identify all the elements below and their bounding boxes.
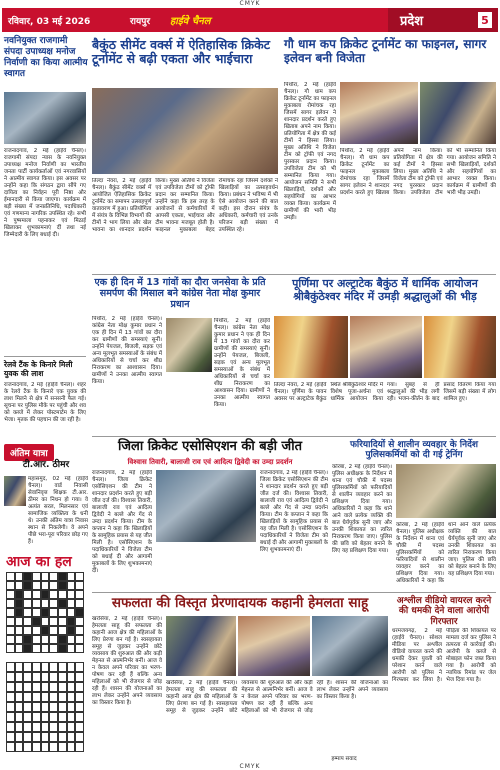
story-c-headline: एक ही दिन में 13 गांवों का दौरा जनसेवा के प्रति समर्पण की मिसाल बने कांग्रेस नेता मोक्ष कुमार प्रधान	[94, 277, 266, 310]
sudoku-cell	[58, 722, 67, 732]
section-name: प्रदेश	[400, 14, 424, 29]
sudoku-cell	[41, 682, 50, 692]
crossword-cell	[41, 608, 50, 617]
story-c-photo	[166, 318, 212, 372]
sudoku-cell	[41, 712, 50, 722]
sudoku-cell	[67, 722, 76, 732]
story-f-text: कोरबा, 2 मई (हाईवे चैनल)। पुलिस अधीक्षक के निर्देशन में थाना एवं चौकी में पदस्थ पुलिसकर्मियों को फरियादियों से शालीन व्यवहार करने का प्रशिक्षण दिया गया। अधिकारियों ने कहा कि थाने आने वाले प्रत्येक व्यक्ति की बात धैर्यपूर्वक सुनी जाए और उनकी शिकायत का त्वरित निराकरण किया जाए। पुलिस की छवि को बेहतर बनाने के लिए यह प्रशिक्षण दिया गया।	[332, 464, 392, 554]
crossword-cell	[15, 590, 24, 599]
sudoku-cell	[75, 712, 84, 722]
story-e-photo	[156, 470, 256, 542]
sudoku-cell	[23, 662, 32, 672]
crossword-cell	[58, 590, 67, 599]
crossword-cell	[41, 644, 50, 653]
sudoku-cell	[32, 662, 41, 672]
story-b-text: पिथौरा, 2 मई (हाईवे चैनल)। गौ धाम कप क्रिकेट टूर्नामेंट का फाइनल मुकाबला रोमांचक रहा जिसमें सागर इलेवन ने शानदार प्रदर्शन करते हुए खिताब अपने नाम किया। प्रतियोगिता में क्षेत्र की कई टीमों ने हिस्सा लिया। मुख्य अतिथि ने विजेता टीम को ट्रॉफी एवं नगद पुरस्कार प्रदान किया। उपविजेता टीम को भी सम्मानित किया गया। आयोजन समिति ने सभी खिलाड़ियों, दर्शकों और सहयोगियों का आभार व्यक्त किया। कार्यक्रम में ग्रामीणों की भारी भीड़ उमड़ी।	[284, 82, 336, 221]
sudoku-cell	[6, 672, 15, 682]
sudoku-cell	[67, 732, 76, 742]
sudoku-cell	[15, 712, 24, 722]
sudoku-cell	[49, 702, 58, 712]
edition-city: रायपुर	[129, 16, 151, 27]
sudoku-cell	[15, 672, 24, 682]
crossword-cell	[23, 617, 32, 626]
sudoku-cell	[49, 742, 58, 752]
crossword-cell	[23, 599, 32, 608]
issue-date: रविवार, 03 मई 2026	[8, 16, 91, 27]
sudoku-cell	[23, 732, 32, 742]
crossword-cell	[6, 572, 15, 581]
story-d-photo-1	[274, 316, 348, 378]
print-color-mark: CMYK	[239, 763, 261, 770]
sudoku-cell	[32, 732, 41, 742]
sudoku-cell	[6, 722, 15, 732]
crossword-cell	[75, 626, 84, 635]
divider	[92, 592, 496, 593]
story-g-headline: सफलता की विस्तृत प्रेरणादायक कहानी हेमलता साहू	[111, 595, 369, 611]
story-f-text-cont: कोरबा, 2 मई (हाईवे चैनल)। पुलिस अधीक्षक के निर्देशन में थाना एवं चौकी में पदस्थ पुलिसकर्मियों को फरियादियों से शालीन व्यवहार करने का प्रशिक्षण दिया गया। अधिकारियों ने कहा कि थाने आने वाले प्रत्येक व्यक्ति की बात धैर्यपूर्वक सुनी जाए और उनकी शिकायत का त्वरित निराकरण किया जाए। पुलिस की छवि को बेहतर बनाने के लिए यह प्रशिक्षण दिया गया।	[396, 522, 496, 584]
story-g-text: खरसिया, 2 मई (हाईवे चैनल)। हेमलता साहू की सफलता की कहानी आज क्षेत्र की महिलाओं के लिए प्रेरणा बन गई है। स्वसहायता समूह से जुड़कर उन्होंने छोटे व्यवसाय की शुरुआत की और कड़ी मेहनत से आत्मनिर्भर बनीं। आज वे न केवल अपने परिवार का भरण-पोषण कर रही हैं बल्कि अन्य महिलाओं को भी रोजगार से जोड़ रही हैं। शासन की योजनाओं का लाभ लेकर उन्होंने अपने व्यवसाय का विस्तार किया है।	[92, 616, 162, 706]
crossword-cell	[58, 626, 67, 635]
sudoku-cell	[6, 742, 15, 752]
sudoku-cell	[58, 672, 67, 682]
crossword-cell	[6, 581, 15, 590]
sudoku-cell	[49, 722, 58, 732]
sudoku-cell	[49, 672, 58, 682]
sudoku-cell	[58, 682, 67, 692]
story-g-credit: हम्माप संवाद	[331, 756, 357, 762]
sudoku-cell	[49, 712, 58, 722]
sudoku-cell	[49, 732, 58, 742]
crossword-cell	[49, 581, 58, 590]
sudoku-cell	[67, 682, 76, 692]
crossword-cell	[67, 644, 76, 653]
sudoku-cell	[15, 692, 24, 702]
obituary-text: महासमुंद, 02 मई (हाईवे चैनल)। वार्ड निवासी सेवानिवृत्त शिक्षक टी.आर. ठीमर का निधन हो गया। वे अत्यंत सरल, मिलनसार एवं सामाजिक व्यक्तित्व के धनी थे। उनकी अंतिम यात्रा निवास स्थान से निकलेगी। वे अपने पीछे भरा-पूरा परिवार छोड़ गए हैं।	[28, 476, 88, 545]
sudoku-cell	[67, 672, 76, 682]
story-f-headline: फरियादियों से शालीन व्यवहार के निर्देश पुलिसकर्मियों को दी गई ट्रेनिंग	[349, 440, 479, 461]
sudoku-cell	[58, 692, 67, 702]
crossword-cell	[6, 590, 15, 599]
sudoku-cell	[75, 682, 84, 692]
crossword-cell	[15, 599, 24, 608]
story1-headline: नवनियुक्त राजगामी संपदा उपाध्यक्ष मनोज निर्वाणी का किया आत्मीय स्वागत	[4, 36, 88, 79]
sudoku-cell	[67, 692, 76, 702]
crossword-cell	[15, 617, 24, 626]
story-h-text: धरमजयगढ़, 2 मई (हाईवे चैनल)। सोशल मीडिया पर अश्लील वीडियो वायरल करने की धमकी देकर युवती को परेशान करने वाले आरोपी को पुलिस ने गिरफ्तार कर लिया है। पीड़िता की शिकायत पर मामला दर्ज कर पुलिस ने तत्परता से कार्रवाई की। आरोपी के कब्जे से मोबाइल फोन जब्त किया गया है। आरोपी को न्यायिक रिमांड पर जेल भेज दिया गया है।	[392, 628, 496, 683]
sudoku-cell	[67, 712, 76, 722]
crossword-cell	[49, 590, 58, 599]
crossword-cell	[67, 572, 76, 581]
print-color-mark: CMYK	[239, 0, 261, 7]
crossword-cell	[75, 590, 84, 599]
story-g-photo-2	[238, 616, 310, 676]
crossword-cell	[6, 635, 15, 644]
story-b-text-cont: पिथौरा, 2 मई (हाईवे चैनल)। गौ धाम कप क्रिकेट टूर्नामेंट का फाइनल मुकाबला रोमांचक रहा जिसमें सागर इलेवन ने शानदार प्रदर्शन करते हुए खिताब अपने नाम किया। प्रतियोगिता में क्षेत्र की कई टीमों ने हिस्सा लिया। मुख्य अतिथि ने विजेता टीम को ट्रॉफी एवं नगद पुरस्कार प्रदान किया। उपविजेता टीम को भी सम्मानित किया गया। आयोजन समिति ने सभी खिलाड़ियों, दर्शकों और सहयोगियों का आभार व्यक्त किया। कार्यक्रम में ग्रामीणों की भारी भीड़ उमड़ी।	[340, 148, 496, 196]
sudoku-cell	[15, 682, 24, 692]
story-g-text-cont: खरसिया, 2 मई (हाईवे चैनल)। हेमलता साहू की सफलता की कहानी आज क्षेत्र की महिलाओं के लिए प्रेरणा बन गई है। स्वसहायता समूह से जुड़कर उन्होंने छोटे व्यवसाय की शुरुआत की और कड़ी मेहनत से आत्मनिर्भर बनीं। आज वे न केवल अपने परिवार का भरण-पोषण कर रही हैं बल्कि अन्य महिलाओं को भी रोजगार से जोड़ रही हैं। शासन की योजनाओं का लाभ लेकर उन्होंने अपने व्यवसाय का विस्तार किया है।	[166, 680, 388, 714]
sudoku-cell	[32, 692, 41, 702]
sudoku-cell	[58, 712, 67, 722]
masthead	[2, 8, 498, 32]
crossword-cell	[41, 599, 50, 608]
story-c-text: पिथौरा, 2 मई (हाईवे चैनल)। कांग्रेस नेता मोक्ष कुमार प्रधान ने एक ही दिन में 13 गांवों का दौरा कर ग्रामीणों की समस्याएं सुनीं। उन्होंने पेयजल, बिजली, सड़क एवं अन्य मूलभूत समस्याओं के संबंध में अधिकारियों से चर्चा कर शीघ्र निराकरण का आश्वासन दिया। ग्रामीणों ने उनका आत्मीय स्वागत किया।	[92, 316, 162, 385]
story-e-text-cont: राजनांदगांव, 2 मई (हाईवे चैनल)। जिला क्रिकेट एसोसिएशन की टीम ने शानदार प्रदर्शन करते हुए बड़ी जीत दर्ज की। विश्वास तिवारी, बालाजी राव एवं आदित्य द्विवेदी ने बल्ले और गेंद से उम्दा प्रदर्शन किया। टीम के कप्तान ने कहा कि खिलाड़ियों के सामूहिक प्रयास से यह जीत मिली है। एसोसिएशन के पदाधिकारियों ने विजेता टीम को बधाई दी और आगामी मुकाबलों के लिए शुभकामनाएं दीं।	[260, 470, 328, 553]
crossword-cell	[67, 626, 76, 635]
crossword-cell	[23, 581, 32, 590]
sudoku-cell	[32, 712, 41, 722]
story1-text: राजनांदगांव, 2 मई (हाईवे चैनल)। राजगामी संपदा न्यास के नवनियुक्त उपाध्यक्ष मनोज निर्वाणी का भारतीय जनता पार्टी कार्यकर्ताओं एवं नगरवासियों ने आत्मीय स्वागत किया। इस अवसर पर उन्होंने कहा कि संगठन द्वारा सौंपे गए दायित्व का निर्वहन पूरी निष्ठा और ईमानदारी से किया जाएगा। कार्यक्रम में बड़ी संख्या में जनप्रतिनिधि, पदाधिकारी एवं गणमान्य नागरिक उपस्थित रहे। सभी ने पुष्पमाला पहनाकर एवं मिठाई खिलाकर शुभकामनाएं दीं तथा नई जिम्मेदारी के लिए बधाई दी।	[4, 148, 86, 238]
crossword-cell	[32, 590, 41, 599]
crossword-cell	[75, 617, 84, 626]
crossword-cell	[15, 608, 24, 617]
sudoku-cell	[6, 692, 15, 702]
crossword-cell	[49, 572, 58, 581]
sudoku-cell	[32, 702, 41, 712]
sudoku-cell	[75, 702, 84, 712]
sudoku-cell	[58, 742, 67, 752]
sudoku-cell	[67, 702, 76, 712]
crossword-cell	[23, 590, 32, 599]
sudoku-cell	[23, 722, 32, 732]
sudoku-cell	[23, 682, 32, 692]
crossword-cell	[67, 608, 76, 617]
sudoku-cell	[6, 702, 15, 712]
story1-photo	[4, 92, 86, 144]
sudoku-cell	[23, 702, 32, 712]
crossword-cell	[15, 581, 24, 590]
sudoku-cell	[41, 722, 50, 732]
sudoku-cell	[58, 662, 67, 672]
story-b-photo-2	[420, 82, 496, 144]
obituary-name: टी.आर. ठीमर	[22, 460, 70, 470]
story-b-headline: गौ धाम कप क्रिकेट टूर्नामेंट का फाइनल, सागर इलेवन बनी विजेता	[284, 37, 487, 65]
story-a-headline: बैकुंठ सीमेंट वर्क्स में ऐतिहासिक क्रिकेट टूर्नामेंट से बढ़ी एकता और भाईचारा	[92, 37, 271, 67]
crossword-cell	[41, 581, 50, 590]
crossword-cell	[32, 644, 41, 653]
sudoku-cell	[32, 672, 41, 682]
crossword-cell	[49, 608, 58, 617]
sudoku-cell	[49, 692, 58, 702]
divider	[92, 436, 496, 437]
left-column	[2, 34, 88, 764]
crossword-cell	[49, 626, 58, 635]
crossword-cell	[32, 599, 41, 608]
sudoku-cell	[41, 742, 50, 752]
crossword-cell	[15, 644, 24, 653]
crossword-cell	[32, 635, 41, 644]
story-h-headline: अश्लील वीडियो वायरल करने की धमकी देने वाला आरोपी गिरफ्तार	[396, 596, 492, 627]
crossword-cell	[58, 608, 67, 617]
story2-headline: रेलवे टैंक के किनारे मिली युवक की लाश	[4, 360, 73, 378]
story-e-subhead: विश्वास तिवारी, बालाजी राव एवं आदित्य द्विवेदी का उम्दा प्रदर्शन	[127, 458, 293, 466]
divider	[4, 356, 86, 357]
sudoku-cell	[49, 682, 58, 692]
crossword-cell	[41, 572, 50, 581]
sudoku-cell	[15, 732, 24, 742]
crossword-cell	[75, 608, 84, 617]
sudoku-cell	[75, 732, 84, 742]
crossword-cell	[32, 608, 41, 617]
crossword-cell	[58, 617, 67, 626]
sudoku-grid	[6, 662, 84, 752]
crossword-cell	[58, 599, 67, 608]
crossword-cell	[6, 617, 15, 626]
story-b-photo-1	[340, 82, 418, 144]
crossword-cell	[23, 644, 32, 653]
sudoku-cell	[41, 732, 50, 742]
crossword-cell	[15, 635, 24, 644]
page-number: 5	[478, 12, 492, 28]
crossword-cell	[41, 626, 50, 635]
sudoku-cell	[23, 712, 32, 722]
crossword-cell	[32, 581, 41, 590]
crossword-cell	[32, 572, 41, 581]
sudoku-cell	[23, 742, 32, 752]
story-e-text: राजनांदगांव, 2 मई (हाईवे चैनल)। जिला क्रिकेट एसोसिएशन की टीम ने शानदार प्रदर्शन करते हुए बड़ी जीत दर्ज की। विश्वास तिवारी, बालाजी राव एवं आदित्य द्विवेदी ने बल्ले और गेंद से उम्दा प्रदर्शन किया। टीम के कप्तान ने कहा कि खिलाड़ियों के सामूहिक प्रयास से यह जीत मिली है। एसोसिएशन के पदाधिकारियों ने विजेता टीम को बधाई दी और आगामी मुकाबलों के लिए शुभकामनाएं दीं।	[92, 470, 152, 574]
sudoku-cell	[41, 662, 50, 672]
sudoku-cell	[75, 662, 84, 672]
sudoku-cell	[23, 692, 32, 702]
sudoku-cell	[6, 712, 15, 722]
story-d-photo-2	[350, 316, 422, 378]
crossword-cell	[49, 617, 58, 626]
crossword-cell	[75, 599, 84, 608]
crossword-cell	[67, 635, 76, 644]
sudoku-cell	[15, 722, 24, 732]
sudoku-cell	[75, 672, 84, 682]
sudoku-cell	[15, 742, 24, 752]
story-d-headline: पूर्णिमा पर अल्ट्राटेक बैकुंठ में धार्मिक आयोजन श्रीबैकुंठेश्वर मंदिर में उमड़ी श्रद्धालुओं की भीड़	[292, 277, 478, 303]
sudoku-cell	[75, 742, 84, 752]
crossword-cell	[58, 581, 67, 590]
crossword-cell	[23, 572, 32, 581]
obituary-badge: अंतिम यात्रा	[4, 444, 54, 461]
crossword-cell	[49, 635, 58, 644]
crossword-cell	[23, 626, 32, 635]
crossword-cell	[58, 572, 67, 581]
sudoku-cell	[6, 682, 15, 692]
crossword-cell	[32, 617, 41, 626]
story2-text: राजनांदगांव, 2 मई (हाईवे चैनल)। शहर के रेलवे टैंक के किनारे एक युवक की लाश मिलने से क्षेत्र में सनसनी फैल गई। सूचना पर पुलिस मौके पर पहुंची और शव को कब्जे में लेकर पोस्टमार्टम के लिए भेजा। मृतक की पहचान की जा रही है।	[4, 382, 86, 423]
sudoku-cell	[41, 692, 50, 702]
sudoku-cell	[49, 662, 58, 672]
sudoku-cell	[67, 662, 76, 672]
crossword-grid	[6, 572, 84, 653]
crossword-cell	[6, 608, 15, 617]
crossword-cell	[6, 644, 15, 653]
crossword-cell	[75, 581, 84, 590]
sudoku-cell	[75, 692, 84, 702]
crossword-cell	[41, 590, 50, 599]
crossword-cell	[15, 572, 24, 581]
sudoku-cell	[6, 732, 15, 742]
crossword-cell	[75, 644, 84, 653]
sudoku-cell	[15, 702, 24, 712]
story-a-text: तिल्दा नेवरा, 2 मई (हाईवे चैनल)। बैकुंठ सीमेंट वर्क्स में आयोजित ऐतिहासिक क्रिकेट टूर्नामेंट का समापन उत्साहपूर्ण वातावरण में हुआ। प्रतियोगिता में संयंत्र के विभिन्न विभागों की टीमों ने भाग लिया और खेल भावना का शानदार प्रदर्शन किया। मुख्य अतिथि ने विजेता एवं उपविजेता टीमों को ट्रॉफी प्रदान कर सम्मानित किया। उन्होंने कहा कि इस तरह के आयोजनों से कर्मचारियों में आपसी एकता, भाईचारा और टीम भावना मजबूत होती है। फाइनल मुकाबला बेहद रोमांचक रहा जिसमें दर्शकों ने खिलाड़ियों का उत्साहवर्धन किया। प्रबंधन ने भविष्य में भी ऐसे आयोजन करने की बात कही। इस दौरान संयंत्र के अधिकारी, कर्मचारी एवं उनके परिजन बड़ी संख्या में उपस्थित रहे।	[92, 178, 278, 233]
story-d-text: तिल्दा नेवरा, 2 मई (हाईवे चैनल)। पूर्णिमा के पावन अवसर पर अल्ट्राटेक बैकुंठ स्थित श्रीबैकुंठेश्वर मंदिर में विशेष पूजा-अर्चना एवं धार्मिक आयोजन किया गया। सुबह से ही श्रद्धालुओं की भीड़ लगी रही। भजन-कीर्तन के बाद प्रसाद वितरण किया गया जिसमें बड़ी संख्या में लोग शामिल हुए।	[274, 382, 496, 402]
sudoku-cell	[15, 662, 24, 672]
crossword-cell	[58, 644, 67, 653]
story-e-headline: जिला क्रिकेट एसोसिएशन की बड़ी जीत	[118, 439, 302, 454]
sudoku-cell	[32, 682, 41, 692]
crossword-cell	[41, 635, 50, 644]
crossword-cell	[67, 617, 76, 626]
sudoku-cell	[58, 732, 67, 742]
story-a-photo	[92, 88, 278, 174]
crossword-cell	[15, 626, 24, 635]
sudoku-cell	[41, 702, 50, 712]
crossword-cell	[41, 617, 50, 626]
crossword-cell	[49, 599, 58, 608]
crossword-cell	[67, 590, 76, 599]
story-f-photo	[396, 464, 496, 518]
crossword-cell	[58, 635, 67, 644]
crossword-cell	[32, 626, 41, 635]
story-d-photo-3	[424, 316, 496, 378]
crossword-cell	[23, 608, 32, 617]
sudoku-cell	[23, 672, 32, 682]
crossword-cell	[75, 572, 84, 581]
puzzle-title: आज का हल	[6, 554, 72, 570]
sudoku-cell	[6, 662, 15, 672]
sudoku-cell	[58, 702, 67, 712]
crossword-cell	[67, 599, 76, 608]
crossword-cell	[23, 635, 32, 644]
story-g-photo-3	[312, 616, 388, 676]
section-label	[388, 8, 498, 32]
story-g-photo-1	[166, 616, 236, 676]
crossword-cell	[49, 644, 58, 653]
sudoku-cell	[75, 722, 84, 732]
obituary-photo	[4, 476, 26, 506]
crossword-cell	[6, 626, 15, 635]
sudoku-cell	[67, 742, 76, 752]
crossword-cell	[75, 635, 84, 644]
brand-logo: हाईवे चैनल	[170, 16, 211, 27]
story-c-text-cont: पिथौरा, 2 मई (हाईवे चैनल)। कांग्रेस नेता मोक्ष कुमार प्रधान ने एक ही दिन में 13 गांवों का दौरा कर ग्रामीणों की समस्याएं सुनीं। उन्होंने पेयजल, बिजली, सड़क एवं अन्य मूलभूत समस्याओं के संबंध में अधिकारियों से चर्चा कर शीघ्र निराकरण का आश्वासन दिया। ग्रामीणों ने उनका आत्मीय स्वागत किया।	[214, 318, 270, 408]
sudoku-cell	[32, 742, 41, 752]
crossword-cell	[67, 581, 76, 590]
sudoku-cell	[41, 672, 50, 682]
divider	[92, 274, 496, 275]
sudoku-cell	[32, 722, 41, 732]
crossword-cell	[6, 599, 15, 608]
